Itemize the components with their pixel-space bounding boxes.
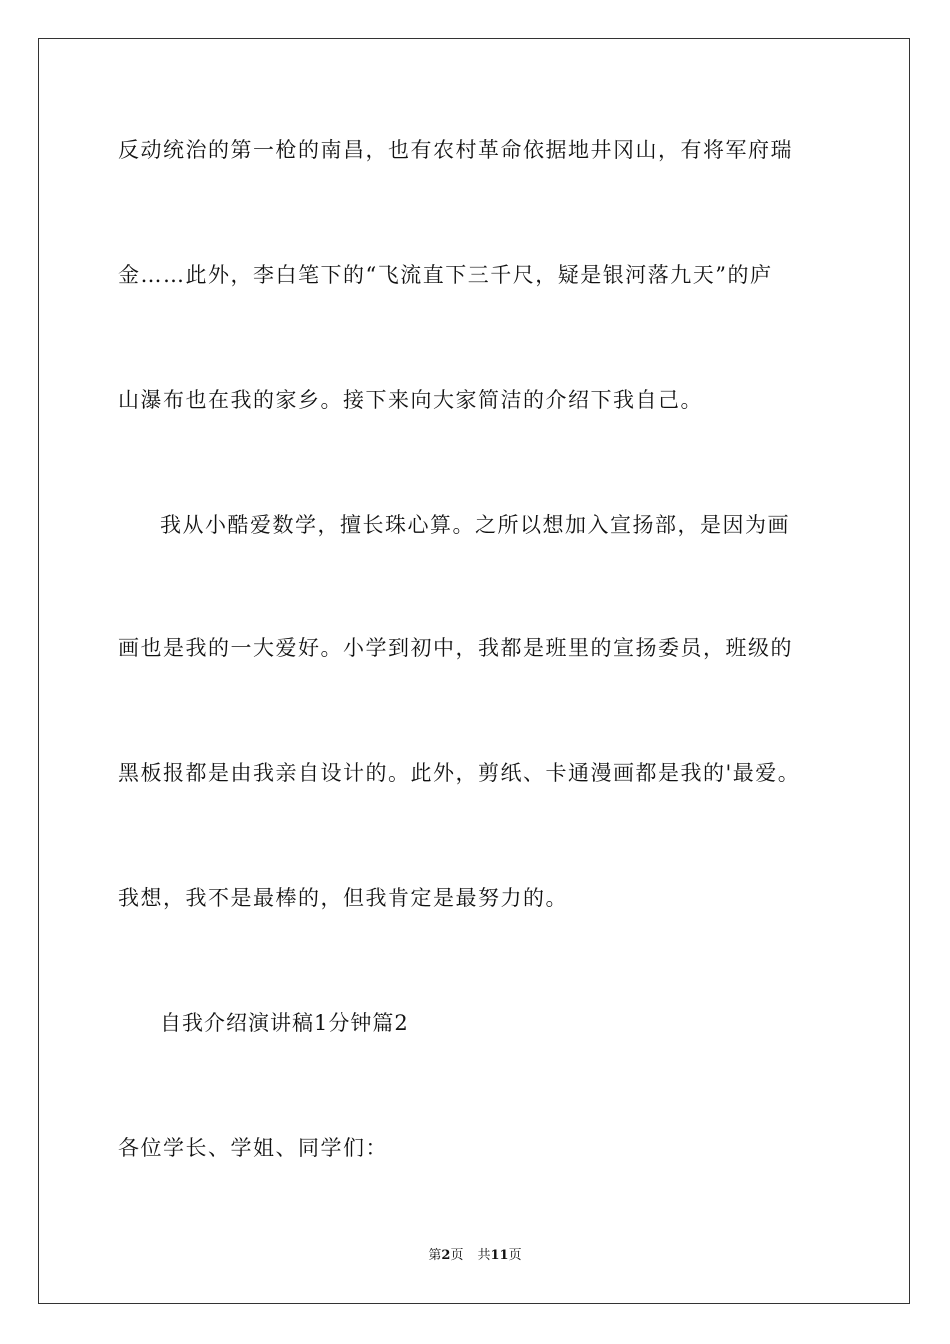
paragraph-1-line-3: 山瀑布也在我的家乡。接下来向大家简洁的介绍下我自己。 — [118, 388, 703, 412]
page-suffix: 页 — [450, 1248, 464, 1263]
section-heading: 自我介绍演讲稿1分钟篇2 — [160, 1011, 409, 1035]
salutation: 各位学长、学姐、同学们： — [118, 1136, 388, 1160]
paragraph-2-line-4: 我想，我不是最棒的，但我肯定是最努力的。 — [118, 886, 568, 910]
page-border — [38, 38, 910, 1304]
page-number: 2 — [441, 1248, 451, 1263]
page-footer — [0, 1247, 950, 1265]
total-suffix: 页 — [508, 1248, 522, 1263]
paragraph-2-line-1: 我从小酷爱数学，擅长珠心算。之所以想加入宣扬部，是因为画 — [160, 513, 790, 537]
paragraph-2-line-2: 画也是我的一大爱好。小学到初中，我都是班里的宣扬委员，班级的 — [118, 636, 793, 660]
total-prefix: 共 — [477, 1248, 491, 1263]
paragraph-2-line-3: 黑板报都是由我亲自设计的。此外，剪纸、卡通漫画都是我的'最爱。 — [118, 761, 801, 785]
paragraph-1-line-2: 金……此外，李白笔下的“飞流直下三千尺，疑是银河落九天”的庐 — [118, 263, 773, 287]
page-prefix: 第 — [428, 1248, 442, 1263]
total-pages: 11 — [490, 1248, 509, 1263]
paragraph-1-line-1: 反动统治的第一枪的南昌，也有农村革命依据地井冈山，有将军府瑞 — [118, 138, 793, 162]
